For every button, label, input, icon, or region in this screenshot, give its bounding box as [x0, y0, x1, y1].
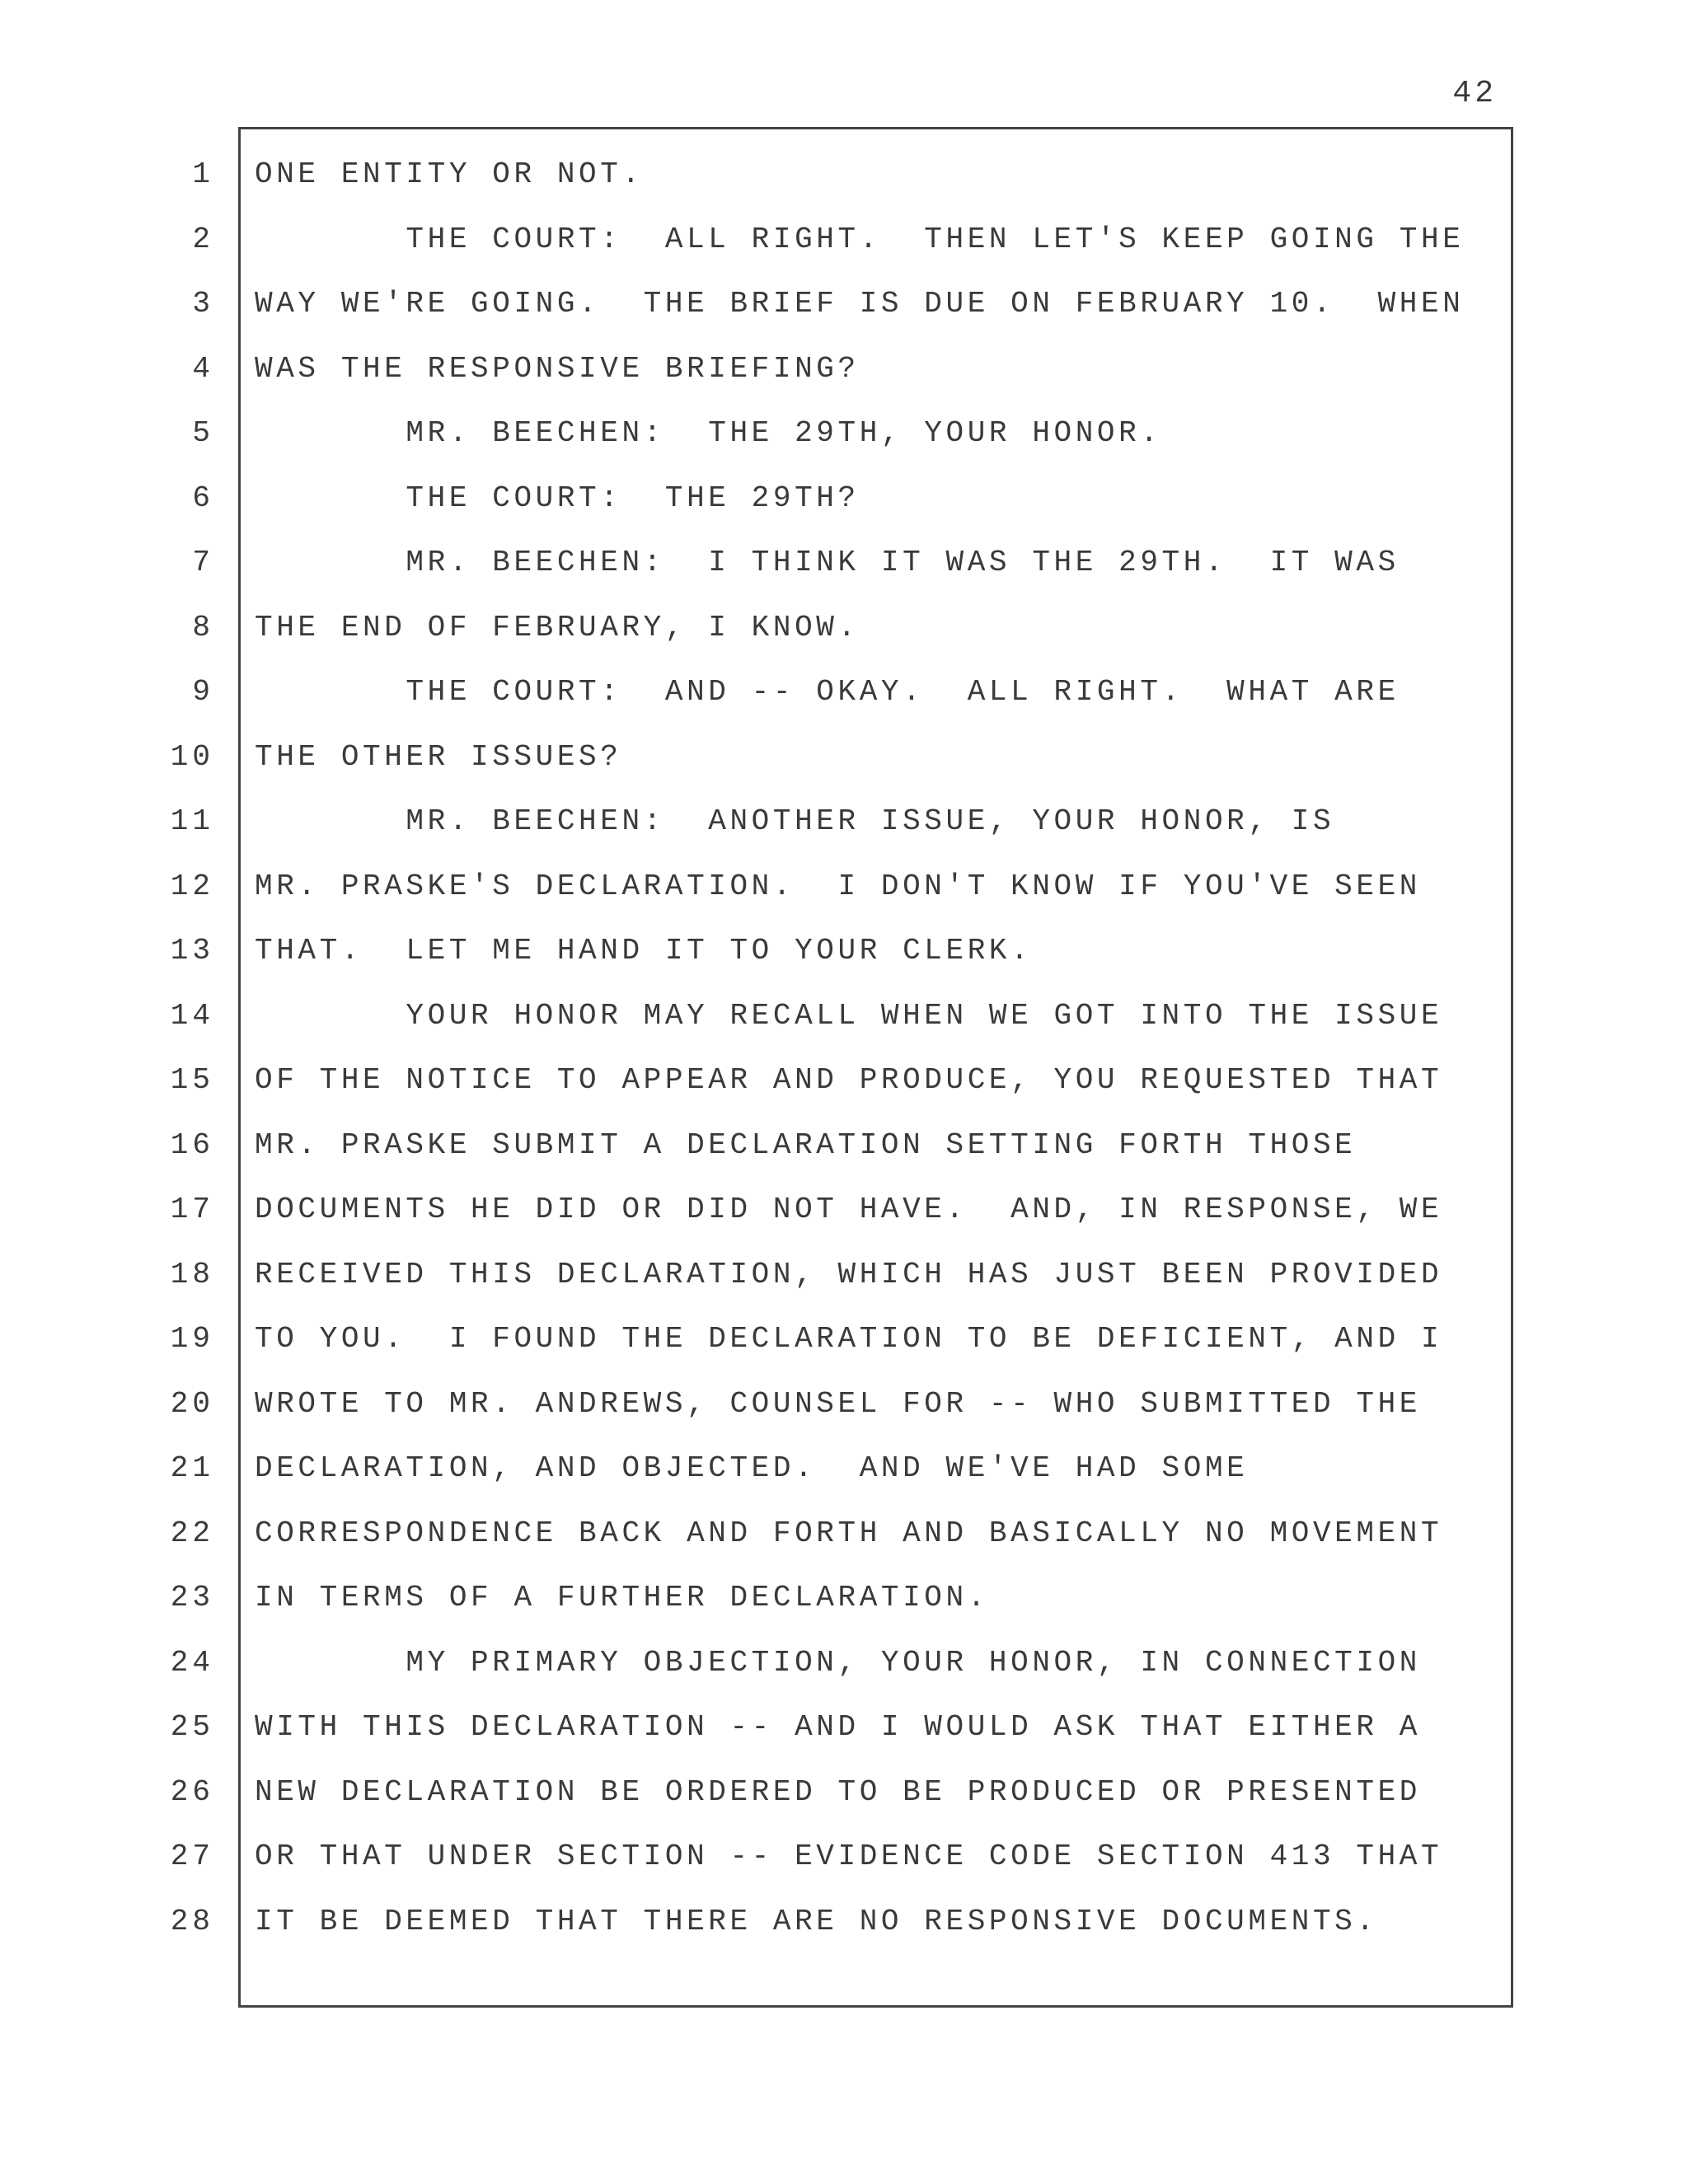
line-number: 28 [170, 1904, 214, 1938]
line-number: 4 [192, 351, 214, 386]
transcript-line: WAS THE RESPONSIVE BRIEFING? [255, 351, 860, 386]
line-number: 21 [170, 1451, 214, 1485]
transcript-line: TO YOU. I FOUND THE DECLARATION TO BE DEFICIENT, AND I [255, 1322, 1443, 1356]
line-number: 12 [170, 869, 214, 903]
transcript-line: MY PRIMARY OBJECTION, YOUR HONOR, IN CONNECTION [255, 1645, 1421, 1680]
line-number: 22 [170, 1516, 214, 1550]
line-number: 5 [192, 416, 214, 450]
line-number: 24 [170, 1645, 214, 1680]
line-number: 8 [192, 610, 214, 644]
transcript-line: IT BE DEEMED THAT THERE ARE NO RESPONSIVE DOCUMENTS. [255, 1904, 1378, 1938]
transcript-line: IN TERMS OF A FURTHER DECLARATION. [255, 1581, 989, 1615]
transcript-line: ONE ENTITY OR NOT. [255, 157, 644, 191]
line-number: 16 [170, 1127, 214, 1162]
line-number: 23 [170, 1581, 214, 1615]
line-number: 1 [192, 157, 214, 191]
line-number: 17 [170, 1193, 214, 1226]
line-number: 18 [170, 1257, 214, 1291]
line-number: 20 [170, 1386, 214, 1421]
transcript-line: WROTE TO MR. ANDREWS, COUNSEL FOR -- WHO SUBMITTED THE [255, 1386, 1421, 1421]
line-number: 2 [192, 222, 214, 256]
transcript-body [255, 153, 1507, 1965]
transcript-line: WITH THIS DECLARATION -- AND I WOULD ASK THAT EITHER A [255, 1710, 1421, 1744]
line-number: 3 [192, 287, 214, 321]
line-number: 25 [170, 1710, 214, 1744]
line-number: 13 [170, 934, 214, 968]
line-number: 27 [170, 1840, 214, 1873]
transcript-line: MR. BEECHEN: ANOTHER ISSUE, YOUR HONOR, IS [255, 804, 1335, 838]
line-number: 14 [170, 998, 214, 1033]
transcript-line: THE OTHER ISSUES? [255, 739, 622, 774]
line-number: 7 [192, 546, 214, 579]
transcript-line: CORRESPONDENCE BACK AND FORTH AND BASICALLY NO MOVEMENT [255, 1516, 1443, 1550]
transcript-line: THE END OF FEBRUARY, I KNOW. [255, 610, 860, 644]
transcript-line: OR THAT UNDER SECTION -- EVIDENCE CODE SECTION 413 THAT [255, 1840, 1443, 1873]
line-number: 19 [170, 1322, 214, 1356]
transcript-line: YOUR HONOR MAY RECALL WHEN WE GOT INTO THE ISSUE [255, 998, 1443, 1033]
page-number: 42 [1452, 76, 1497, 111]
transcript-line: DOCUMENTS HE DID OR DID NOT HAVE. AND, IN RESPONSE, WE [255, 1193, 1443, 1226]
transcript-line: MR. PRASKE SUBMIT A DECLARATION SETTING FORTH THOSE [255, 1127, 1357, 1162]
line-number-column [132, 153, 214, 1965]
transcript-line: THE COURT: AND -- OKAY. ALL RIGHT. WHAT ARE [255, 675, 1400, 709]
transcript-line: THE COURT: ALL RIGHT. THEN LET'S KEEP GOING THE [255, 222, 1465, 256]
transcript-line: DECLARATION, AND OBJECTED. AND WE'VE HAD SOME [255, 1451, 1249, 1485]
transcript-line: RECEIVED THIS DECLARATION, WHICH HAS JUST BEEN PROVIDED [255, 1257, 1443, 1291]
transcript-line: NEW DECLARATION BE ORDERED TO BE PRODUCED OR PRESENTED [255, 1774, 1421, 1809]
transcript-line: THE COURT: THE 29TH? [255, 480, 860, 515]
line-number: 6 [192, 480, 214, 515]
transcript-line: MR. BEECHEN: THE 29TH, YOUR HONOR. [255, 416, 1162, 450]
transcript-line: MR. BEECHEN: I THINK IT WAS THE 29TH. IT WAS [255, 546, 1400, 579]
transcript-line: THAT. LET ME HAND IT TO YOUR CLERK. [255, 934, 1033, 968]
line-number: 9 [192, 675, 214, 709]
line-number: 10 [170, 739, 214, 774]
transcript-line: WAY WE'RE GOING. THE BRIEF IS DUE ON FEBRUARY 10. WHEN [255, 287, 1465, 321]
line-number: 26 [170, 1774, 214, 1809]
line-number: 15 [170, 1063, 214, 1097]
transcript-line: MR. PRASKE'S DECLARATION. I DON'T KNOW IF YOU'VE SEEN [255, 869, 1421, 903]
line-number: 11 [170, 804, 214, 838]
transcript-line: OF THE NOTICE TO APPEAR AND PRODUCE, YOU REQUESTED THAT [255, 1063, 1443, 1097]
